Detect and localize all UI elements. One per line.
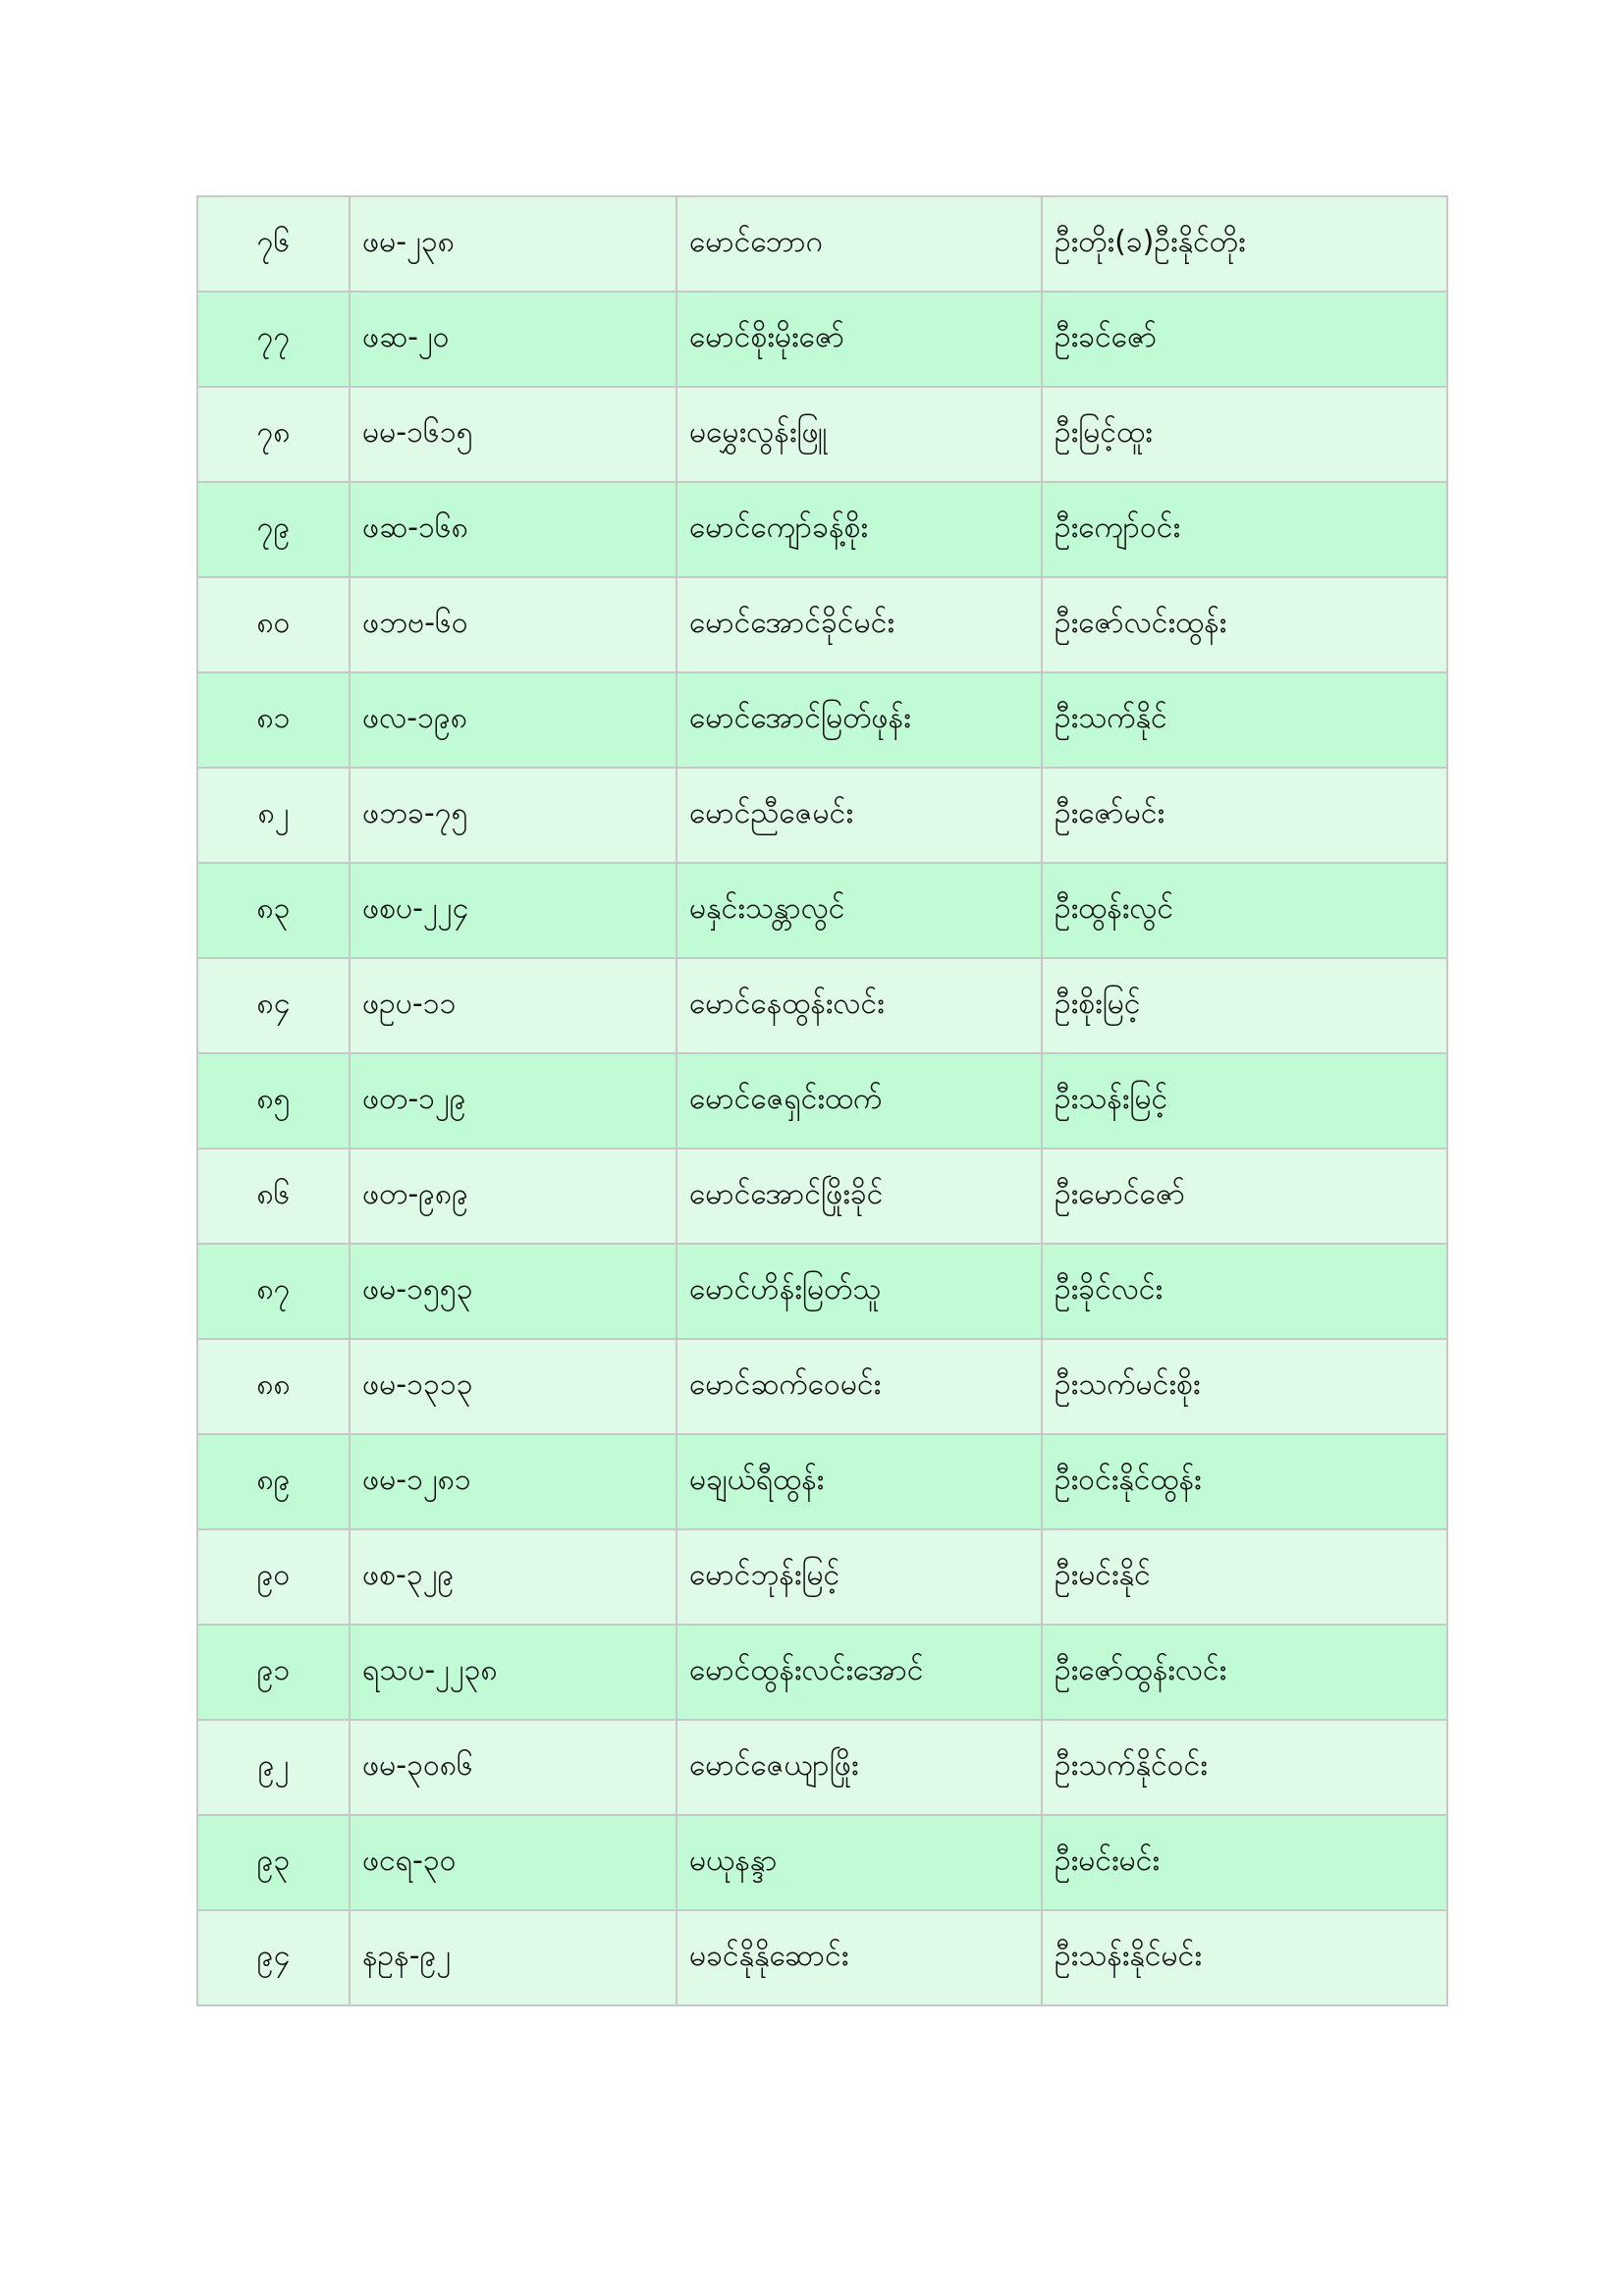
table-row	[197, 768, 1447, 863]
row-number-cell: ၇၈	[197, 387, 350, 482]
registration-number-cell: ဖမ-၃၀၈၆	[350, 1720, 677, 1815]
registration-number-cell: ဖစပ-၂၂၄	[350, 863, 677, 958]
table-row	[197, 1148, 1447, 1244]
student-name-cell: မချယ်ရီထွန်း	[677, 1434, 1042, 1529]
student-name-cell: မောင်နေထွန်းလင်း	[677, 958, 1042, 1053]
roster-table	[196, 195, 1448, 2006]
father-name-cell: ဦးမြင့်ထူး	[1042, 387, 1447, 482]
row-number-cell: ၈၉	[197, 1434, 350, 1529]
student-name-cell: မောင်ဘုန်းမြင့်	[677, 1529, 1042, 1625]
student-name-cell: မမွှေးလွန်းဖြူ	[677, 387, 1042, 482]
table-row	[197, 1529, 1447, 1625]
table-row	[197, 863, 1447, 958]
row-number-cell: ၉၄	[197, 1910, 350, 2005]
row-number-cell: ၈၈	[197, 1339, 350, 1434]
row-number-cell: ၇၇	[197, 292, 350, 387]
student-name-cell: မခင်နိုနိုဆောင်း	[677, 1910, 1042, 2005]
father-name-cell: ဦးထွန်းလွင်	[1042, 863, 1447, 958]
student-name-cell: မနှင်းသန္တာလွင်	[677, 863, 1042, 958]
father-name-cell: ဦးတိုး(ခ)ဦးနိုင်တိုး	[1042, 196, 1447, 292]
registration-number-cell: ဖစ-၃၂၉	[350, 1529, 677, 1625]
father-name-cell: ဦးသက်နိုင်	[1042, 672, 1447, 768]
registration-number-cell: ဖမ-၁၂၈၁	[350, 1434, 677, 1529]
row-number-cell: ၇၉	[197, 482, 350, 577]
student-name-cell: မောင်ဘောဂ	[677, 196, 1042, 292]
table-row	[197, 196, 1447, 292]
registration-number-cell: ဖဥပ-၁၁	[350, 958, 677, 1053]
row-number-cell: ၉၂	[197, 1720, 350, 1815]
table-row	[197, 1053, 1447, 1148]
registration-number-cell: ဖဘဗ-၆၀	[350, 577, 677, 672]
student-name-cell: မောင်ဆက်ဝေမင်း	[677, 1339, 1042, 1434]
student-name-cell: မောင်ဇေယျာဖြိုး	[677, 1720, 1042, 1815]
roster-table-body	[197, 196, 1447, 2005]
student-name-cell: မောင်အောင်ဖြိုးခိုင်	[677, 1148, 1042, 1244]
student-name-cell: မယုနန္ဒာ	[677, 1815, 1042, 1910]
father-name-cell: ဦးဇော်မင်း	[1042, 768, 1447, 863]
student-name-cell: မောင်ကျော်ခန့်စိုး	[677, 482, 1042, 577]
father-name-cell: ဦးမောင်ဇော်	[1042, 1148, 1447, 1244]
registration-number-cell: ဖဆ-၂၀	[350, 292, 677, 387]
row-number-cell: ၈၇	[197, 1244, 350, 1339]
student-name-cell: မောင်ဇေရှင်းထက်	[677, 1053, 1042, 1148]
registration-number-cell: ဖငရ-၃၀	[350, 1815, 677, 1910]
registration-number-cell: ဖဘခ-၇၅	[350, 768, 677, 863]
father-name-cell: ဦးသက်မင်းစိုး	[1042, 1339, 1447, 1434]
table-row	[197, 1910, 1447, 2005]
registration-number-cell: ဖဆ-၁၆၈	[350, 482, 677, 577]
father-name-cell: ဦးမင်းနိုင်	[1042, 1529, 1447, 1625]
father-name-cell: ဦးမင်းမင်း	[1042, 1815, 1447, 1910]
table-row	[197, 1339, 1447, 1434]
father-name-cell: ဦးဝင်းနိုင်ထွန်း	[1042, 1434, 1447, 1529]
table-row	[197, 1244, 1447, 1339]
table-row	[197, 1625, 1447, 1720]
table-row	[197, 1815, 1447, 1910]
student-name-cell: မောင်ဟိန်းမြတ်သူ	[677, 1244, 1042, 1339]
father-name-cell: ဦးခင်ဇော်	[1042, 292, 1447, 387]
row-number-cell: ၉၀	[197, 1529, 350, 1625]
registration-number-cell: ဖတ-၉၈၉	[350, 1148, 677, 1244]
table-row	[197, 672, 1447, 768]
registration-number-cell: ဖလ-၁၉၈	[350, 672, 677, 768]
student-name-cell: မောင်အောင်ခိုင်မင်း	[677, 577, 1042, 672]
father-name-cell: ဦးသန်းမြင့်	[1042, 1053, 1447, 1148]
father-name-cell: ဦးသက်နိုင်ဝင်း	[1042, 1720, 1447, 1815]
table-row	[197, 1720, 1447, 1815]
father-name-cell: ဦးကျော်ဝင်း	[1042, 482, 1447, 577]
student-name-cell: မောင်စိုးမိုးဇော်	[677, 292, 1042, 387]
registration-number-cell: ရသပ-၂၂၃၈	[350, 1625, 677, 1720]
registration-number-cell: နဥန-၉၂	[350, 1910, 677, 2005]
row-number-cell: ၈၂	[197, 768, 350, 863]
table-row	[197, 482, 1447, 577]
student-name-cell: မောင်ထွန်းလင်းအောင်	[677, 1625, 1042, 1720]
row-number-cell: ၉၃	[197, 1815, 350, 1910]
registration-number-cell: ဖတ-၁၂၉	[350, 1053, 677, 1148]
table-row	[197, 292, 1447, 387]
father-name-cell: ဦးစိုးမြင့်	[1042, 958, 1447, 1053]
table-row	[197, 387, 1447, 482]
student-name-cell: မောင်ညီဇေမင်း	[677, 768, 1042, 863]
table-row	[197, 577, 1447, 672]
father-name-cell: ဦးသန်းနိုင်မင်း	[1042, 1910, 1447, 2005]
registration-number-cell: ဖမ-၂၃၈	[350, 196, 677, 292]
table-row	[197, 958, 1447, 1053]
row-number-cell: ၈၆	[197, 1148, 350, 1244]
row-number-cell: ၈၀	[197, 577, 350, 672]
registration-number-cell: ဖမ-၁၃၁၃	[350, 1339, 677, 1434]
row-number-cell: ၈၅	[197, 1053, 350, 1148]
row-number-cell: ၈၁	[197, 672, 350, 768]
father-name-cell: ဦးဇော်ထွန်းလင်း	[1042, 1625, 1447, 1720]
row-number-cell: ၈၄	[197, 958, 350, 1053]
row-number-cell: ၇၆	[197, 196, 350, 292]
father-name-cell: ဦးခိုင်လင်း	[1042, 1244, 1447, 1339]
row-number-cell: ၉၁	[197, 1625, 350, 1720]
row-number-cell: ၈၃	[197, 863, 350, 958]
student-name-cell: မောင်အောင်မြတ်ဖုန်း	[677, 672, 1042, 768]
registration-number-cell: မမ-၁၆၁၅	[350, 387, 677, 482]
table-row	[197, 1434, 1447, 1529]
registration-number-cell: ဖမ-၁၅၅၃	[350, 1244, 677, 1339]
father-name-cell: ဦးဇော်လင်းထွန်း	[1042, 577, 1447, 672]
